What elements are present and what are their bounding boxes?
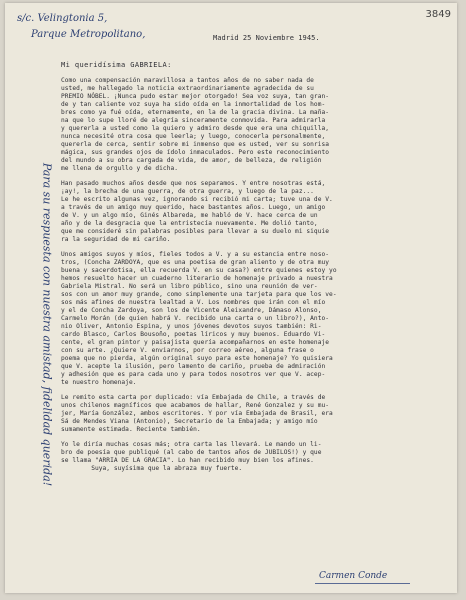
body-line: ra la seguridad de mi cariño.	[61, 236, 171, 243]
body-line: cardo Blasco, Carlos Bousoño, poetas líricos y muy buenos. Eduardo Vi-	[61, 331, 326, 338]
body-line: Sá de Mendes Viana (Antonio), Secretario de la Embajada; y amigo mío	[61, 418, 318, 425]
address-line-2: Parque Metropolitano,	[31, 29, 146, 40]
archive-number: 3849	[425, 9, 451, 20]
signature: Carmen Conde	[319, 571, 388, 581]
letter-date: Madrid 25 Noviembre 1945.	[213, 34, 320, 42]
body-line: bres como ya fué oída, eternamente, en la de la gracia divina. La maña-	[61, 109, 330, 116]
body-line: quererla de cerca, sentir sobre mi inmenso que es usted, ver su sonrisa	[61, 141, 330, 148]
body-line: Gabriela Mistral. No será un libro público, sino una reunión de ver-	[61, 283, 318, 290]
address-line-1: s/c. Velingtonia 5,	[17, 13, 108, 24]
body-line: Como una compensación maravillosa a tantos años de no saber nada de	[61, 77, 314, 84]
body-paragraph	[61, 441, 337, 473]
letter-page	[5, 3, 457, 593]
body-line: y adhesión que es para cada uno y para todos nosotros ver que V. acep-	[61, 371, 326, 378]
body-line: sos con un amor muy grande, como simplemente una tarjeta para que los ve-	[61, 291, 337, 298]
body-line: Suya, suyísima que la abraza muy fuerte.	[61, 465, 243, 472]
body-line: Carmelo Morán (de quien habrá V. recibido una carta o un libro?), Anto-	[61, 315, 330, 322]
body-line: Han pasado muchos años desde que nos separamos. Y entre nosotras está,	[61, 180, 326, 187]
body-line: nio Oliver, Antonio Espina, y unos jóvenes devotos suyos también: Ri-	[61, 323, 322, 330]
body-line: se llama "ARRIA DE LA GRACIA". Lo han recibido muy bien los afines.	[61, 457, 314, 464]
body-line: sos más afines de nuestra lealtad a V. Los nombres que irán con el mío	[61, 299, 326, 306]
body-line: bro de poesía que publiqué (al cabo de tantos años de JUBILOS!) y que	[61, 449, 322, 456]
letter-body	[61, 77, 337, 480]
body-line: te nuestro homenaje.	[61, 379, 137, 386]
body-line: y quererla a usted como la quiero y admiro desde que era una chiquilla,	[61, 125, 330, 132]
body-line: a través de un amigo muy querido, hace bastantes años. Luego, un amigo	[61, 204, 326, 211]
body-line: PREMIO NÓBEL. ¡Nunca pudo estar mejor otorgado! Sea voz suya, tan gran-	[61, 93, 330, 100]
body-line: ¡ay!, la brecha de una guerra, de otra guerra, y luego de la paz...	[61, 188, 314, 195]
body-paragraph	[61, 77, 337, 173]
body-line: Le remito esta carta por duplicado: vía Embajada de Chile, a través de	[61, 394, 326, 401]
body-line: Yo le diría muchas cosas más; otra carta las llevará. Le mando un li-	[61, 441, 322, 448]
body-line: na que lo supe lloré de alegría sinceramente conmovida. Para admirarla	[61, 117, 326, 124]
body-line: cente, el gran pintor y paisajista quería acompañarnos en este homenaje	[61, 339, 330, 346]
salutation: Mi queridísima GABRIELA:	[61, 61, 172, 69]
body-line: Unos amigos suyos y míos, fieles todos a V. y a su estancia entre noso-	[61, 251, 330, 258]
body-paragraph	[61, 180, 337, 244]
body-line: mágica, sus grandes ojos de ídolo inmaculados. Pero este reconocimiento	[61, 149, 330, 156]
body-line: jer, María González, ambos escritores. Y por vía Embajada de Brasil, era	[61, 410, 333, 417]
body-line: con su arte. ¿Quiere V. enviarnos, por correo aéreo, alguna frase o	[61, 347, 314, 354]
body-line: que V. acepte la ilusión, pero lamento de cariño, prueba de admiración	[61, 363, 326, 370]
margin-handwritten-note: Para su respuesta con nuestra amistad, fidelidad querida!	[40, 162, 54, 487]
body-line: sumamente estimada. Reciente también.	[61, 426, 201, 433]
body-paragraph	[61, 394, 337, 434]
body-line: usted, me hallegado la noticia extraordinariamente agradecida de su	[61, 85, 314, 92]
body-line: hemos resuelto hacer un cuaderno literario de homenaje privado a nuestra	[61, 275, 333, 282]
body-line: de y tan caliente voz suya ha sido oída en la inmortalidad de los hom-	[61, 101, 326, 108]
body-line: unos chilenos magníficos que acabamos de hallar, René Gonzalez y su mu-	[61, 402, 330, 409]
body-line: nunca necesité otra cosa que leerla; y luego, conocerla personalmente,	[61, 133, 326, 140]
body-line: me llena de orgullo y de dicha.	[61, 165, 179, 172]
signature-underline	[315, 583, 410, 584]
body-line: del mundo a su obra cargada de vida, de amor, de belleza, de religión	[61, 157, 322, 164]
body-line: y el de Concha Zardoya, son los de Vicente Aleixandre, Dámaso Alonso,	[61, 307, 322, 314]
body-line: de V. y un algo mío, Ginés Albareda, me habló de V. hace cerca de un	[61, 212, 318, 219]
body-line: que me consideré sin palabras posibles para llevar a su duelo mi siquie	[61, 228, 330, 235]
body-line: año y de la desgracia que la entristecía nuevamente. Me dolió tanto,	[61, 220, 318, 227]
body-line: buena y sacerdotisa, ella recuerda V. en su casa?) entre quienes estoy yo	[61, 267, 337, 274]
body-line: poema que no pierda, algún original suyo para este homenaje? Yo quisiera	[61, 355, 333, 362]
body-line: Le he escrito algunas vez, ignorando si recibió mi carta; tuve una de V.	[61, 196, 333, 203]
body-line: tros, (Concha ZARDOYA, que es una poetisa de gran aliento y de otra muy	[61, 259, 330, 266]
body-paragraph	[61, 251, 337, 387]
